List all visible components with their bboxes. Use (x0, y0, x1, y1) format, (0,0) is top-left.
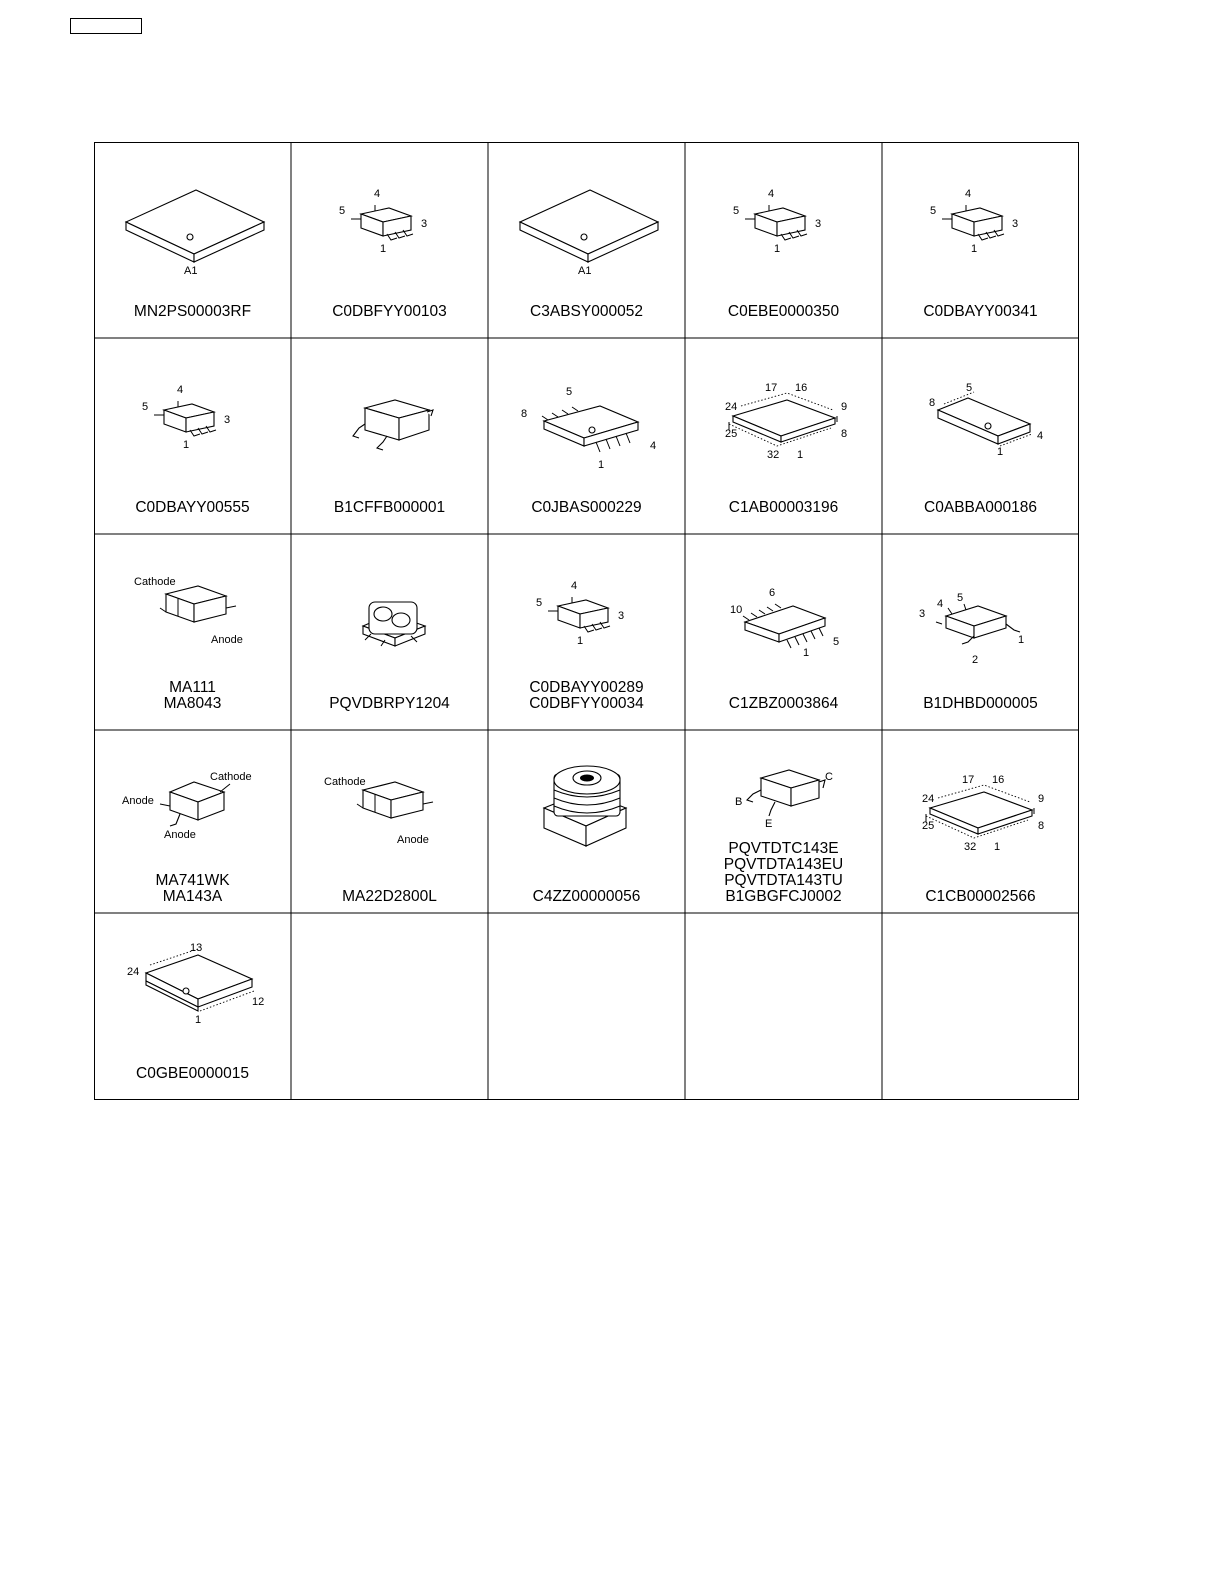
pin-label: 4 (650, 440, 657, 452)
pin-label: C (825, 771, 833, 783)
sot-5pin-package-icon (942, 205, 1004, 240)
pin-label: 3 (919, 608, 926, 620)
part-number-label: C3ABSY000052 (530, 303, 643, 320)
pin-label: A1 (578, 265, 592, 277)
inductor-package-icon (544, 766, 626, 846)
package-cell (94, 534, 291, 730)
pin-label: 25 (922, 820, 935, 832)
pin-label: 4 (965, 188, 972, 200)
pin-label: 1 (803, 647, 810, 659)
pin-label: Anode (164, 829, 196, 841)
component-package-table (94, 142, 1079, 1100)
pin-label: 1 (183, 439, 190, 451)
part-number-label: C1AB00003196 (728, 499, 839, 516)
package-cell (291, 534, 488, 730)
transistor-package-icon (747, 770, 825, 816)
sot-5pin-package-icon (154, 401, 216, 436)
package-cell (291, 730, 488, 913)
package-cell (488, 142, 685, 338)
package-cell (882, 913, 1079, 1100)
part-number-label: B1CFFB000001 (333, 499, 446, 516)
part-number-label: MA22D2800L (342, 888, 437, 905)
part-number-label: C0JBAS000229 (531, 499, 642, 516)
package-cell (488, 534, 685, 730)
part-number-label: MA741WK (155, 872, 230, 889)
part-number-label: C0ABBA000186 (924, 499, 1037, 516)
qfp-32pin-package-icon (729, 393, 837, 446)
pin-label: 9 (1038, 793, 1045, 805)
pin-label: 5 (536, 597, 543, 609)
pin-label: B (735, 796, 743, 808)
package-cell (685, 730, 882, 913)
package-cell (94, 338, 291, 534)
sot-5pin-package-icon (351, 205, 413, 240)
part-number-label: C1CB00002566 (925, 888, 1036, 905)
pin-label: 13 (190, 942, 203, 954)
package-cell (94, 142, 291, 338)
pin-label: Cathode (324, 776, 366, 788)
pin-label: 8 (841, 428, 848, 440)
pin-label: 5 (339, 205, 346, 217)
pin-label: 1 (195, 1014, 202, 1026)
pin-label: 4 (768, 188, 775, 200)
pin-label: 1 (577, 635, 584, 647)
package-cell (882, 730, 1079, 913)
part-number-label: B1GBGFCJ0002 (725, 888, 842, 905)
package-cell (488, 913, 685, 1100)
package-cell (488, 338, 685, 534)
pin-label: 4 (374, 188, 381, 200)
pin-label: 3 (618, 610, 625, 622)
flat-bga-package-icon (126, 190, 264, 262)
pin-label: 32 (767, 449, 780, 461)
pin-label: 24 (127, 966, 140, 978)
package-cell (685, 142, 882, 338)
package-cell (685, 913, 882, 1100)
sot-5pin-package-icon (548, 597, 610, 632)
part-number-label: C0GBE0000015 (136, 1065, 249, 1082)
pin-label: 4 (177, 384, 184, 396)
dual-diode-package-icon (160, 782, 230, 826)
part-number-label: C0DBAYY00289 (529, 679, 644, 696)
part-number-label: C0DBFYY00103 (332, 303, 447, 320)
part-number-label: C1ZBZ0003864 (728, 695, 839, 712)
pin-label: Anode (211, 634, 243, 646)
pin-label: 5 (733, 205, 740, 217)
package-cell (94, 913, 291, 1100)
pin-label: 3 (224, 414, 231, 426)
pin-label: 12 (252, 996, 265, 1008)
pin-label: 1 (797, 449, 804, 461)
sot-5pin-transistor-package-icon (936, 604, 1020, 644)
pin-label: 8 (521, 408, 528, 420)
pin-label: 5 (966, 382, 973, 394)
diode-package-icon (160, 586, 236, 622)
part-number-label: MA111 (169, 679, 216, 696)
package-cell (882, 142, 1079, 338)
pin-label: 5 (142, 401, 149, 413)
pin-label: 4 (937, 598, 944, 610)
package-cell (882, 338, 1079, 534)
pin-label: 6 (769, 587, 776, 599)
part-number-label: PQVTDTC143E (728, 840, 839, 857)
part-number-label: C4ZZ00000056 (532, 888, 641, 905)
pin-label: 8 (929, 397, 936, 409)
pin-label: 10 (730, 604, 743, 616)
package-cell (685, 534, 882, 730)
pin-label: 1 (1018, 634, 1025, 646)
pin-label: 1 (380, 243, 387, 255)
package-cell (291, 913, 488, 1100)
pin-label: 1 (598, 459, 605, 471)
son-24pin-package-icon (146, 949, 254, 1011)
package-cell (291, 142, 488, 338)
pin-label: 2 (972, 654, 979, 666)
package-cell (488, 730, 685, 913)
pin-label: Cathode (210, 771, 252, 783)
pin-label: 5 (833, 636, 840, 648)
pin-label: 1 (994, 841, 1001, 853)
pin-label: 5 (566, 386, 573, 398)
pin-label: 5 (957, 592, 964, 604)
pin-label: 16 (795, 382, 808, 394)
pin-label: 3 (815, 218, 822, 230)
part-number-label: C0DBFYY00034 (529, 695, 644, 712)
part-number-label: C0DBAYY00341 (923, 303, 1038, 320)
package-drawing (488, 730, 685, 913)
pin-label: 16 (992, 774, 1005, 786)
part-number-label: MA143A (162, 888, 223, 905)
pin-label: 3 (1012, 218, 1019, 230)
pin-label: 32 (964, 841, 977, 853)
part-number-label: PQVDBRPY1204 (329, 695, 450, 712)
part-number-label: MN2PS00003RF (133, 303, 252, 320)
pin-label: 1 (997, 446, 1004, 458)
package-cell (291, 338, 488, 534)
msop-8pin-package-icon (542, 406, 638, 452)
package-cell (685, 338, 882, 534)
page-tag-box (70, 18, 142, 34)
pin-label: E (765, 818, 773, 830)
pin-label: Cathode (134, 576, 176, 588)
pin-label: Anode (397, 834, 429, 846)
package-drawing (882, 730, 1079, 913)
pin-label: Anode (122, 795, 154, 807)
sot-3pin-package-icon (353, 400, 433, 450)
part-number-label: MA8043 (163, 695, 222, 712)
pin-label: A1 (184, 265, 198, 277)
flat-bga-package-icon (520, 190, 658, 262)
son-8pin-package-icon (938, 392, 1032, 446)
part-number-label: C0EBE0000350 (727, 303, 840, 320)
pin-label: 25 (725, 428, 738, 440)
diode-package-icon (357, 782, 433, 818)
sensor-package-icon (363, 602, 425, 646)
part-number-label: B1DHBD000005 (923, 695, 1038, 712)
pin-label: 17 (962, 774, 975, 786)
pin-label: 24 (725, 401, 738, 413)
msop-10pin-package-icon (743, 604, 825, 648)
pin-label: 9 (841, 401, 848, 413)
pin-label: 1 (971, 243, 978, 255)
pin-label: 17 (765, 382, 778, 394)
part-number-label: PQVTDTA143TU (724, 872, 843, 889)
qfp-32pin-package-icon (926, 785, 1034, 838)
part-number-label: PQVTDTA143EU (723, 856, 844, 873)
part-number-label: C0DBAYY00555 (135, 499, 250, 516)
package-cell (94, 730, 291, 913)
pin-label: 5 (930, 205, 937, 217)
pin-label: 4 (1037, 430, 1044, 442)
pin-label: 1 (774, 243, 781, 255)
package-cell (882, 534, 1079, 730)
pin-label: 24 (922, 793, 935, 805)
package-drawing (291, 730, 488, 913)
pin-label: 4 (571, 580, 578, 592)
pin-label: 3 (421, 218, 428, 230)
pin-label: 8 (1038, 820, 1045, 832)
sot-5pin-package-icon (745, 205, 807, 240)
